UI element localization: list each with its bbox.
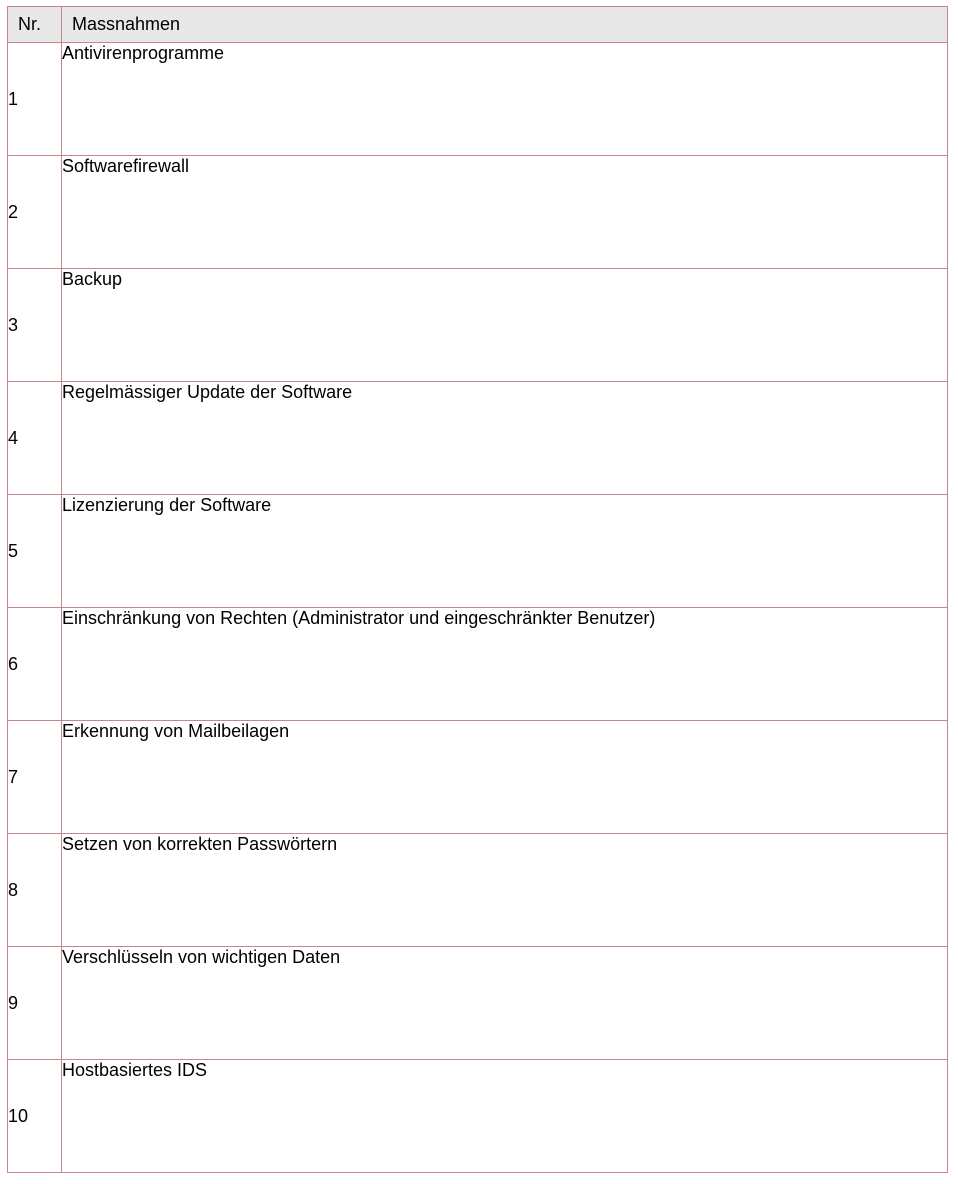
row-measure: Einschränkung von Rechten (Administrator und eingeschränkter Benutzer) [62,608,948,721]
row-number: 1 [8,43,62,156]
table-row [8,834,948,947]
measures-table [7,6,948,1173]
row-number: 7 [8,721,62,834]
table-row [8,947,948,1060]
table-row [8,721,948,834]
row-measure: Softwarefirewall [62,156,948,269]
row-number: 4 [8,382,62,495]
row-number: 2 [8,156,62,269]
table-row [8,495,948,608]
row-number: 6 [8,608,62,721]
table-row [8,1060,948,1173]
row-number: 8 [8,834,62,947]
row-number: 10 [8,1060,62,1173]
table-row [8,43,948,156]
table-row [8,156,948,269]
row-measure: Antivirenprogramme [62,43,948,156]
table-row [8,269,948,382]
table-row [8,608,948,721]
row-measure: Lizenzierung der Software [62,495,948,608]
row-measure: Setzen von korrekten Passwörtern [62,834,948,947]
row-number: 5 [8,495,62,608]
row-measure: Regelmässiger Update der Software [62,382,948,495]
row-number: 3 [8,269,62,382]
table-header-row [8,7,948,43]
row-measure: Verschlüsseln von wichtigen Daten [62,947,948,1060]
table-row [8,382,948,495]
row-number: 9 [8,947,62,1060]
row-measure: Erkennung von Mailbeilagen [62,721,948,834]
header-nr: Nr. [8,7,62,43]
row-measure: Backup [62,269,948,382]
row-measure: Hostbasiertes IDS [62,1060,948,1173]
header-measure: Massnahmen [62,7,948,43]
